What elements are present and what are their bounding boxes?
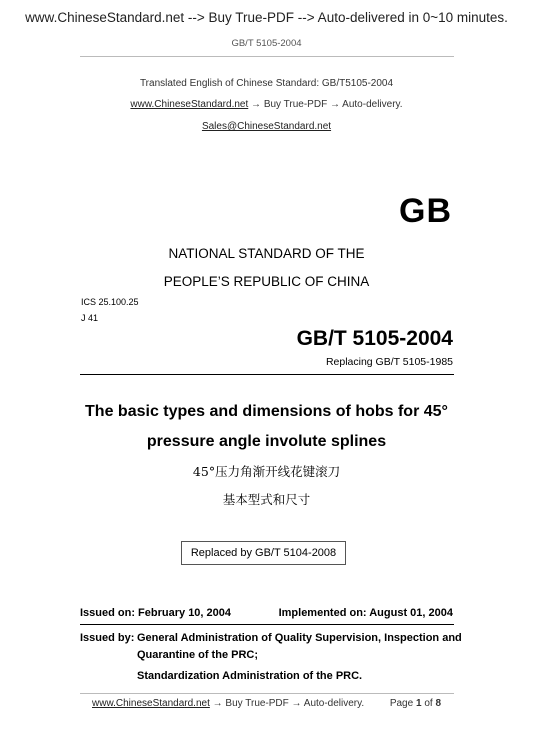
national-standard-line1: NATIONAL STANDARD OF THE — [168, 246, 365, 261]
sales-line — [0, 121, 533, 132]
replaced-by-box: Replaced by GB/T 5104-2008 — [181, 541, 346, 565]
standard-number: GB/T 5105-2004 — [296, 327, 453, 350]
ccs-code: J 41 — [81, 313, 99, 323]
page-indicator — [390, 698, 441, 709]
running-header: GB/T 5105-2004 — [231, 38, 302, 49]
replacing-note: Replacing GB/T 5105-1985 — [325, 356, 453, 368]
issued-on: Issued on: February 10, 2004 — [80, 607, 232, 619]
page-of: of — [424, 698, 433, 709]
header-divider — [80, 56, 454, 57]
sales-email-link[interactable]: Sales@ChineseStandard.net — [201, 121, 332, 132]
title-line2: pressure angle involute splines — [146, 433, 387, 450]
page-label: Page — [389, 698, 414, 709]
translation-note: Translated English of Chinese Standard: GB/T5105-2004 — [139, 78, 394, 89]
dates-divider — [80, 624, 454, 625]
issued-by-line2: Quarantine of the PRC; — [137, 649, 259, 661]
page-total: 8 — [435, 698, 441, 709]
chinese-title-line2: 基本型式和尺寸 — [222, 492, 311, 507]
chinese-title-line1: 45°压力角渐开线花键滚刀 — [192, 464, 341, 479]
issued-by-label: Issued by: — [80, 632, 135, 644]
footer-suffix: → Buy True-PDF → Auto-delivery. — [209, 698, 365, 709]
title-line1: The basic types and dimensions of hobs for 45° — [85, 403, 448, 420]
site-suffix: → Buy True-PDF → Auto-delivery. — [248, 99, 403, 110]
page-current: 1 — [415, 698, 422, 709]
footer-divider — [80, 693, 454, 694]
number-divider — [80, 374, 454, 375]
implemented-on: Implemented on: August 01, 2004 — [278, 607, 453, 619]
issued-by-line1: General Administration of Quality Supervision, Inspection and — [137, 632, 462, 644]
issued-by-line3: Standardization Administration of the PRC. — [137, 670, 363, 682]
site-link[interactable]: www.ChineseStandard.net — [130, 99, 249, 110]
footer-line — [92, 698, 364, 709]
ics-code: ICS 25.100.25 — [81, 297, 139, 307]
top-banner: www.ChineseStandard.net --> Buy True-PDF --> Auto-delivered in 0~10 minutes. — [25, 10, 508, 25]
national-standard-line2: PEOPLE’S REPUBLIC OF CHINA — [163, 274, 370, 289]
footer-site-link[interactable]: www.ChineseStandard.net — [92, 698, 210, 709]
site-line — [0, 99, 533, 110]
gb-logo: GB — [399, 192, 452, 230]
